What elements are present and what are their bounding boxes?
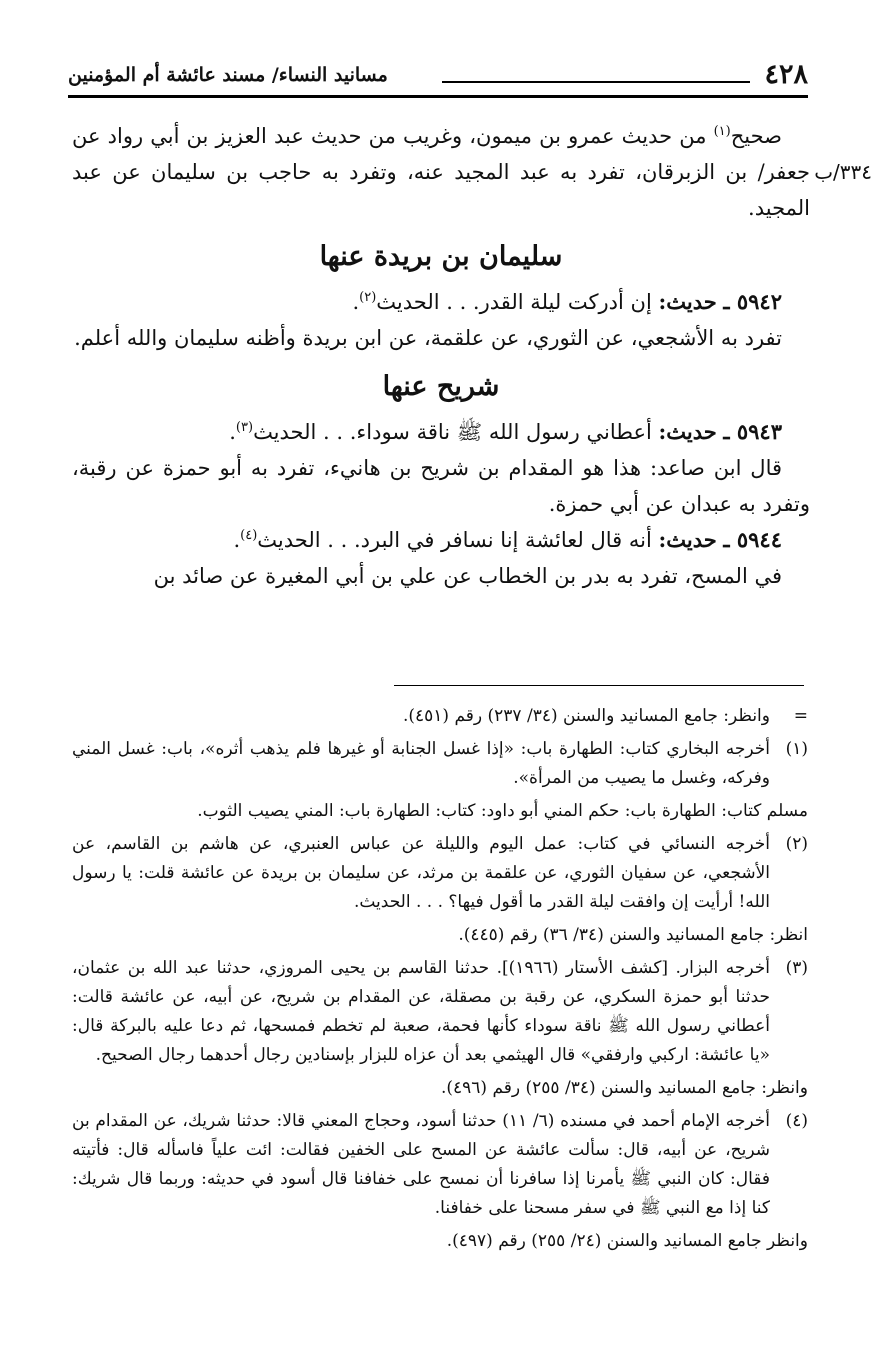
footnote-separator [394,685,804,686]
footnote-ref[interactable]: (١) [713,124,731,139]
hadith-number: ٥٩٤٢ ـ [723,289,782,314]
manuscript-folio-note: ٣٣٤/ب [814,160,872,184]
hadith-label: حديث: [658,527,717,552]
footnote [72,702,808,731]
running-title: مسانيد النساء/ مسند عائشة أم المؤمنين [68,64,388,86]
footnote-ref[interactable]: (٤) [240,528,258,543]
footnote [72,1107,808,1223]
hadith-entry [72,414,810,450]
footnote-continuation [72,921,808,950]
footnote-text: وانظر: جامع المسانيد والسنن (٣٤/ ٢٣٧) رقم (٤٥١). [402,706,770,726]
hadith-label: حديث: [658,289,717,314]
hadith-commentary: قال ابن صاعد: هذا هو المقدام بن شريح بن هانيء، تفرد به أبو حمزة عن رقبة، وتفرد به عبدان عن أبي حمزة. [72,456,810,516]
footnote-number: (٤) [785,1111,808,1131]
footnote-ref[interactable]: (٣) [235,420,254,435]
page-number: ٤٢٨ [764,59,808,90]
footnote [72,954,808,1070]
footnote-continuation [72,1227,808,1256]
hadith-commentary: تفرد به الأشجعي، عن الثوري، عن علقمة، عن ابن بريدة وأظنه سليمان والله أعلم. [74,326,782,350]
footnote-ref[interactable]: (٢) [359,290,377,305]
footnote-continuation [72,797,808,826]
footnote [72,735,808,793]
hadith-entry [72,284,810,320]
intro-text-start: صحيح [730,124,782,148]
footnote-text: أخرجه البزار. [كشف الأستار (١٩٦٦)]. حدثنا القاسم بن يحيى المروزي، حدثنا عبد الله بن عثمان، حدثنا أبو حمزة السكري، عن رقبة بن مصقلة، عن المقدام بن شريح، عن أبيه، عن عائشة قالت: أعطاني رسول الله ﷺ ناقة سوداء كأنها فحمة، صعبة لم تخطم فمسحها، ثم دعا عليه بالبركة قال: «يا عائشة: اركبي وارفقي» قال الهيثمي بعد أن عزاه للبزار بإسنادين رجال أحدهما رجال الصحيح. [72,958,770,1065]
footnote-text: أخرجه البخاري كتاب: الطهارة باب: «إذا غسل الجنابة أو غيرها فلم يذهب أثره»، باب: غسل المني وفركه، وغسل ما يصيب من المرأة». [72,739,770,788]
page-header [68,55,808,95]
section-shurayh [72,364,810,594]
main-text [72,118,872,594]
hadith-number: ٥٩٤٣ ـ [723,419,782,444]
footnote-text: وانظر جامع المسانيد والسنن (٢٤/ ٢٥٥) رقم (٤٩٧). [446,1231,808,1251]
footnote-number: (٢) [785,834,808,854]
intro-text-rest: من حديث عمرو بن ميمون، وغريب من حديث عبد العزيز بن أبي رواد عن جعفر/ بن الزبرقان، تفرد به عبد المجيد عنه، وتفرد به حاجب بن سليمان عن عبد المجيد. [72,124,810,220]
footnotes [72,702,808,1260]
footnote-text: مسلم كتاب: الطهارة باب: حكم المني أبو داود: كتاب: الطهارة باب: المني يصيب الثوب. [197,801,808,821]
footnote-text: أخرجه النسائي في كتاب: عمل اليوم والليلة عن عباس العنبري، عن هاشم بن القاسم، عن الأشجعي، عن سفيان الثوري، عن علقمة بن مرثد، عن سليمان بن بريدة عن عائشة قلت: يا رسول الله! أرأيت إن وافقت ليلة القدر ما أقول فيها؟ . . . الحديث. [72,834,770,912]
hadith-end: . [233,528,241,552]
section-heading: سليمان بن بريدة عنها [319,241,563,272]
hadith-text: أنه قال لعائشة إنا نسافر في البرد. . . الحديث [257,528,659,552]
footnote-continuation [72,1074,808,1103]
section-heading: شريح عنها [382,371,500,402]
footnote-text: أخرجه الإمام أحمد في مسنده (٦/ ١١) حدثنا أسود، وحجاج المعني قالا: حدثنا شريك، عن المقدام بن شريح، عن أبيه، قال: سألت عائشة عن المسح على الخفين فقالت: ائت علياً فاسأله قال: فأتيته فقال: كان النبي ﷺ يأمرنا إذا سافرنا أن نمسح على خفافنا قال أسود في حديثه: وربما قال شريك: كنا إذا مع النبي ﷺ في سفر مسحنا على خفافنا. [72,1111,770,1218]
hadith-text: إن أدركت ليلة القدر. . . الحديث [376,290,659,314]
hadith-end: . [229,420,236,444]
hadith-number: ٥٩٤٤ ـ [723,527,782,552]
section-sulayman [72,234,810,356]
hadith-label: حديث: [658,419,717,444]
footnote-text: وانظر: جامع المسانيد والسنن (٣٤/ ٢٥٥) رقم (٤٩٦). [440,1078,808,1098]
header-line [442,81,750,83]
footnote-text: انظر: جامع المسانيد والسنن (٣٤/ ٣٦) رقم (٤٤٥). [458,925,808,945]
hadith-commentary: في المسح، تفرد به بدر بن الخطاب عن علي بن أبي المغيرة عن صائد بن [153,564,782,588]
hadith-end: . [352,290,360,314]
footnote [72,830,808,917]
footnote-number: (١) [785,739,808,759]
footnote-number: (٣) [785,958,808,978]
hadith-text: أعطاني رسول الله ﷺ ناقة سوداء. . . الحديث [253,420,659,444]
intro-paragraph [72,118,810,226]
footnote-number: = [793,706,808,726]
header-rule [68,95,808,98]
hadith-entry [72,522,810,558]
